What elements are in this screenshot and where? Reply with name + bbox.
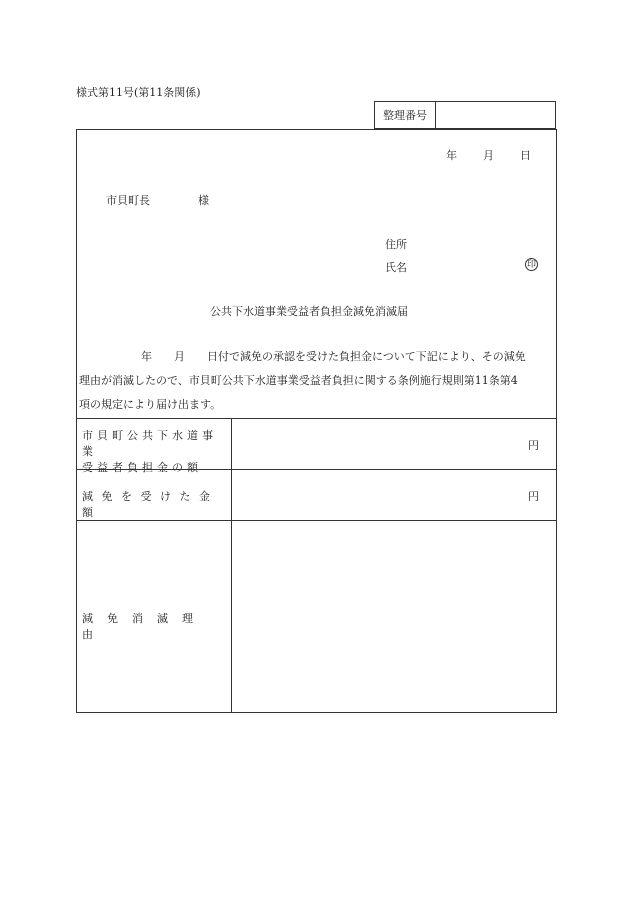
body-paragraph <box>79 345 553 417</box>
body-line-1-text: 日付で減免の承認を受けた負担金について下記により、その減免 <box>207 350 526 363</box>
exempted-amount-unit: 円 <box>528 490 539 503</box>
charge-amount-label-line-1: 市貝町公共下水道事業 <box>82 429 217 458</box>
date-day-label: 日 <box>520 149 531 162</box>
form-number-label: 様式第11号(第11条関係) <box>76 86 201 99</box>
body-month-label: 月 <box>174 350 185 363</box>
extinction-reason-label-cell <box>76 521 232 713</box>
addressee-honorific: 様 <box>198 194 209 207</box>
reference-number-box <box>374 101 556 129</box>
charge-amount-label-cell <box>76 419 232 474</box>
extinction-reason-label: 減免消滅理由 <box>82 612 207 641</box>
document-title: 公共下水道事業受益者負担金減免消滅届 <box>210 305 408 318</box>
exempted-amount-field[interactable] <box>232 470 557 520</box>
exempted-amount-label-cell <box>76 470 232 520</box>
table-row-exempted-amount <box>76 469 557 520</box>
extinction-reason-field[interactable] <box>232 521 557 713</box>
date-year-label: 年 <box>446 149 457 162</box>
charge-amount-field[interactable] <box>232 419 557 469</box>
table-row-charge-amount <box>76 418 557 474</box>
body-line-3: 項の規定により届け出ます。 <box>79 398 222 411</box>
name-label: 氏名 <box>385 261 407 274</box>
body-line-2: 理由が消滅したので、市貝町公共下水道事業受益者負担に関する条例施行規則第11条第4 <box>79 374 518 387</box>
date-month-label: 月 <box>483 149 494 162</box>
exempted-amount-label: 減免を受けた金額 <box>82 490 219 519</box>
addressee-name: 市貝町長 <box>106 194 150 207</box>
address-label: 住所 <box>385 238 407 251</box>
seal-icon: 印 <box>526 260 536 270</box>
addressee <box>106 192 209 208</box>
reference-number-field[interactable] <box>436 102 555 128</box>
body-year-label: 年 <box>141 350 152 363</box>
charge-amount-label-line-2: 受益者負担金の額 <box>82 461 202 474</box>
table-row-extinction-reason <box>76 520 557 713</box>
reference-number-label: 整理番号 <box>375 102 436 128</box>
charge-amount-unit: 円 <box>528 439 539 452</box>
body-line-1 <box>79 345 553 369</box>
submission-date <box>446 147 531 163</box>
